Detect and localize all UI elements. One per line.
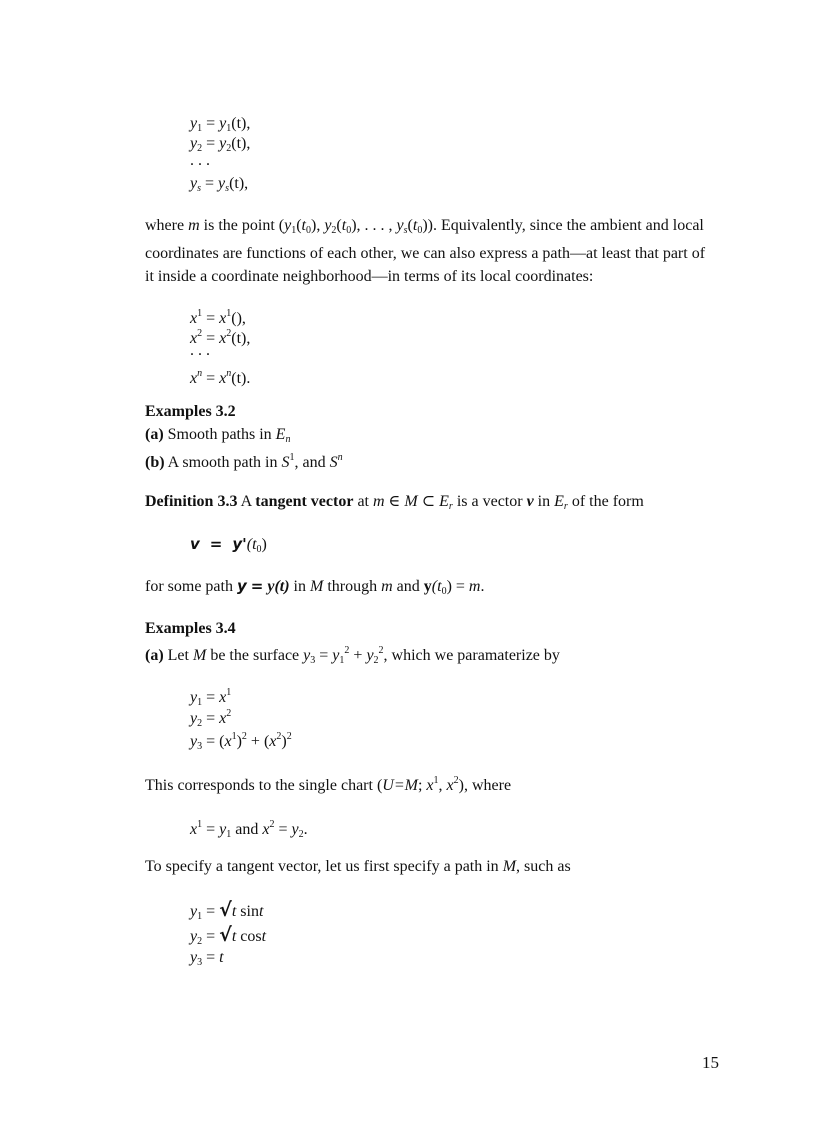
paragraph-some-path: for some path y = y(t) in M through m and $y(t_0) = m$. (145, 577, 485, 597)
eq-param-y3: $y_3 = (x^1)^2 + (x^2)^2$ (190, 731, 292, 752)
examples-3-4-heading: Examples 3.4 (145, 620, 236, 637)
definition-3-3: Definition 3.3 A tangent vector at m ∈ M ⊂ Er is a vector v in Er of the form (145, 493, 644, 512)
eq-local-dots: . . . (190, 342, 210, 359)
eq-param-y1: $y_1 = x^1$ (190, 687, 232, 708)
eq-y2: $y_2 = y_2(t)$, (190, 135, 251, 154)
eq-xn: $x^n = x^n(t)$. (190, 368, 251, 387)
tangent-vector-equation: $v = y'(t_0)$ (190, 535, 267, 555)
paragraph-single-chart: This corresponds to the single chart (U=M; $x^1$, $x^2$), where (145, 775, 512, 794)
eq-path-y2: $y_2 = √t$ cost (190, 924, 267, 947)
example-3-4-a: (a) Let M be the surface $y_3 = y_1^2 + y_2^2$, which we paramaterize by (145, 645, 560, 666)
eq-y1: $y_1 = y_1(t)$, (190, 115, 251, 134)
eq-dots: . . . (190, 152, 210, 169)
page-number: 15 (702, 1053, 719, 1072)
eq-path-y3: $y_3 = t$ (190, 949, 224, 968)
paragraph-specify-path: To specify a tangent vector, let us first specify a path in M, such as (145, 858, 571, 875)
eq-ys: ys = ys(t), (190, 175, 249, 194)
eq-param-y2: $y_2 = x^2$ (190, 708, 232, 729)
examples-3-2-heading: Examples 3.2 (145, 403, 236, 420)
paragraph-path-description: where m is the point ($y_1(t_0)$, $y_2(t_0)$, . . . , $ys(t_0)$). Equivalently, since the ambient and local coordinates are functions of each other, we can also express a path—at least that part of it inside a coordinate neighborhood—in terms of its local coordinates: (145, 217, 706, 285)
eq-chart: $x^1 = y_1$ and $x^2 = y_2$. (190, 819, 308, 840)
example-3-2-a: (a) Smooth paths in En (145, 426, 291, 445)
eq-path-y1: $y_1 = √t$ sint (190, 899, 264, 922)
eq-x2: $x^2 = x^2(t)$, (190, 328, 251, 347)
eq-x1: $x^1 = x^1()$, (190, 308, 246, 327)
example-3-2-b: (b) A smooth path in $S^1$, and $S^n$ (145, 452, 343, 471)
